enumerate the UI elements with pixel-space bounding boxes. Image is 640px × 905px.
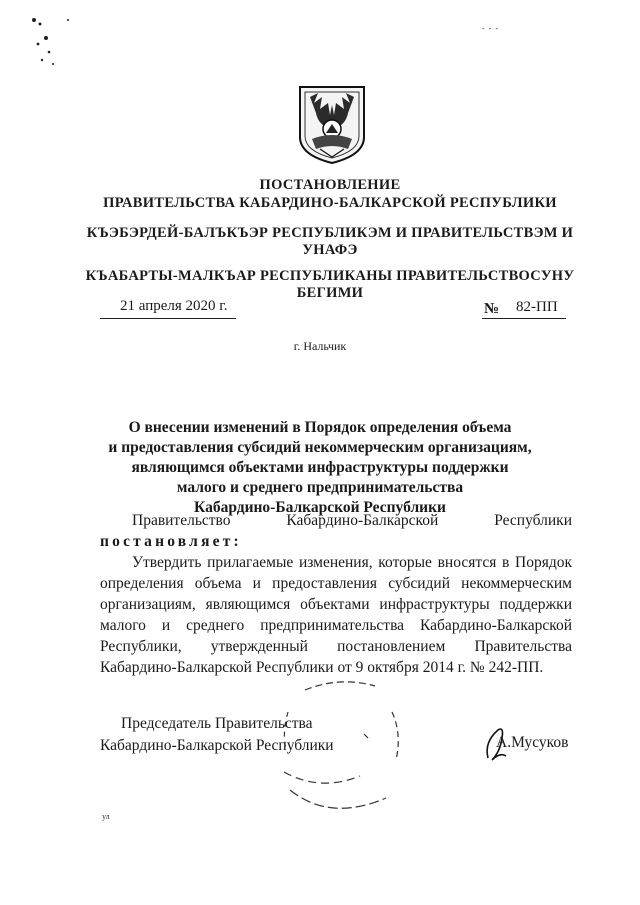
decree-word: постановляет: [100, 533, 242, 550]
issuer-russian: ПРАВИТЕЛЬСТВА КАБАРДИНО-БАЛКАРСКОЙ РЕСПУБЛИКИ [103, 195, 557, 211]
title-line: Кабардино-Балкарской Республики [194, 499, 446, 516]
position-line: Председатель Правительства [121, 715, 313, 732]
issuer-kabardian-line2: УНАФЭ [302, 242, 358, 258]
title-line: и предоставления субсидий некоммерческим организациям, [108, 439, 532, 456]
body-line: Республики, утвержденный постановлением Правительства [100, 638, 572, 655]
coat-of-arms-emblem [296, 83, 368, 165]
signatory-position [100, 713, 334, 757]
issuer-kabardian-line1: КЪЭБЭРДЕЙ-БАЛЪКЪЭР РЕСПУБЛИКЭМ И ПРАВИТЕЛЬСТВЭМ И [86, 225, 574, 241]
position-line: Кабардино-Балкарской Республики [100, 737, 334, 754]
issuer-balkar-line2: БЕГИМИ [296, 285, 364, 301]
body-line: определения объема и предоставления субсидий некоммерческим [100, 575, 572, 592]
body-text [100, 510, 572, 678]
body-line: Кабардино-Балкарской Республики от 9 октября 2014 г. № 242-ПП. [100, 659, 544, 676]
document-title [90, 418, 550, 518]
body-line: Утвердить прилагаемые изменения, которые вносятся в Порядок [132, 554, 572, 571]
scan-corner-mark: - - - [482, 24, 499, 33]
title-line: О внесении изменений в Порядок определения объема [128, 419, 512, 436]
issuer-balkar-line1: КЪАБАРТЫ-МАЛКЪАР РЕСПУБЛИКАНЫ ПРАВИТЕЛЬСТВОСУНУ [85, 268, 575, 284]
body-line: Правительство Кабардино-Балкарской Республики [132, 512, 572, 529]
number-sign: № [484, 301, 500, 317]
executor-mark: ул [102, 812, 110, 821]
document-date: 21 апреля 2020 г. [120, 298, 228, 314]
date-underline [100, 318, 236, 319]
signatory-name: А.Мусуков [496, 734, 569, 751]
number-underline [482, 318, 566, 319]
body-line: организациям, являющимся объектами инфраструктуры поддержки [100, 596, 572, 613]
document-number: 82-ПП [516, 299, 558, 315]
city: г. Нальчик [293, 339, 347, 353]
body-line: малого и среднего предпринимательства Кабардино-Балкарской [100, 617, 572, 634]
document-type-heading: ПОСТАНОВЛЕНИЕ [259, 177, 401, 193]
title-line: малого и среднего предпринимательства [176, 479, 464, 496]
title-line: являющимся объектами инфраструктуры поддержки [131, 459, 509, 476]
